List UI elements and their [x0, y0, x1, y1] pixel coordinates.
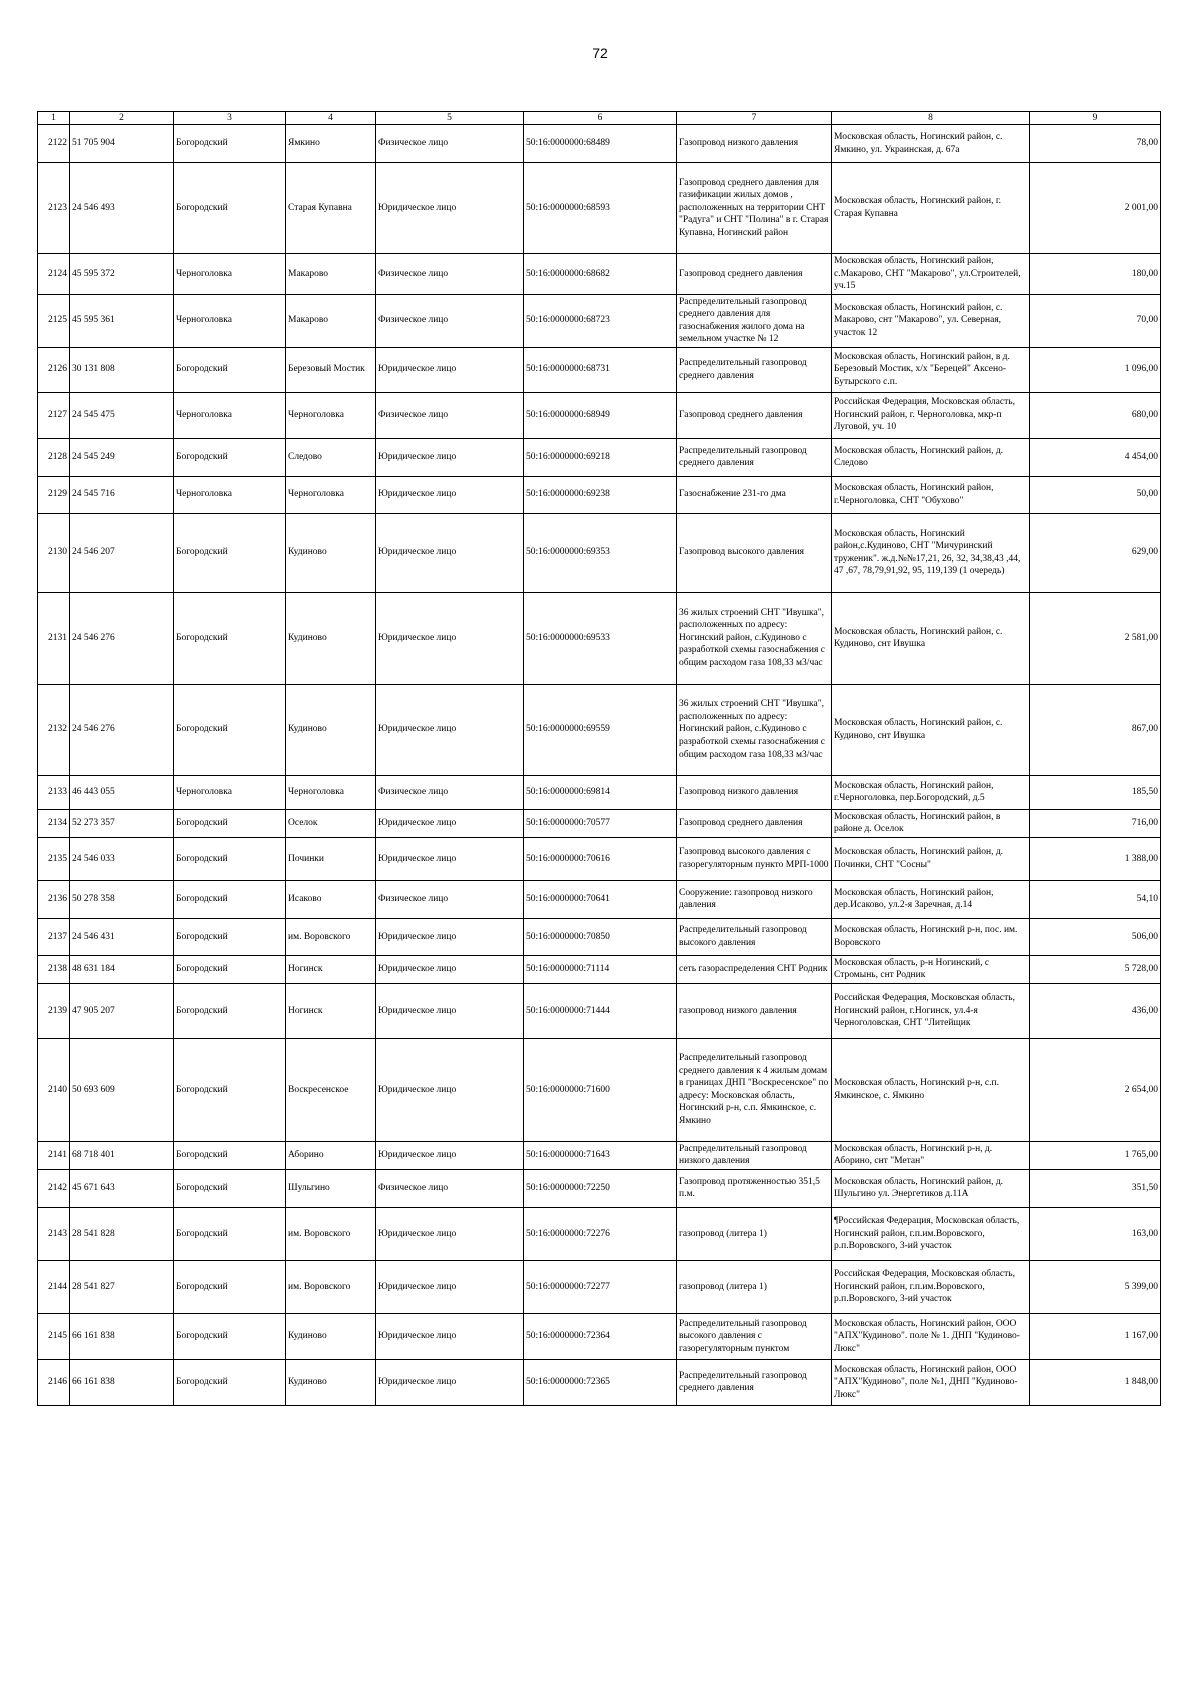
code-cell: 48 631 184: [70, 955, 174, 983]
cadastral-number-cell: 50:16:0000000:72276: [524, 1207, 677, 1260]
code-cell: 45 595 372: [70, 254, 174, 295]
length-cell: 2 581,00: [1030, 592, 1161, 684]
column-number: 6: [524, 112, 677, 125]
object-name-cell: Сооружение: газопровод низкого давления: [677, 880, 832, 918]
cadastral-number-cell: 50:16:0000000:69559: [524, 684, 677, 775]
district-cell: Богородский: [174, 592, 286, 684]
row-number-cell: 2126: [38, 347, 70, 392]
length-cell: 70,00: [1030, 294, 1161, 347]
code-cell: 24 546 033: [70, 837, 174, 880]
table-row: [38, 476, 1161, 513]
cadastral-number-cell: 50:16:0000000:69218: [524, 438, 677, 476]
address-cell: Московская область, Ногинский район, с. Ямкино, ул. Украинская, д. 67а: [832, 125, 1030, 163]
length-cell: 2 001,00: [1030, 163, 1161, 254]
object-name-cell: Распределительный газопровод низкого давления: [677, 1141, 832, 1169]
object-name-cell: Газопровод низкого давления: [677, 775, 832, 809]
owner-type-cell: Физическое лицо: [376, 254, 524, 295]
row-number-cell: 2142: [38, 1169, 70, 1207]
settlement-cell: Старая Купавна: [286, 163, 376, 254]
owner-type-cell: Юридическое лицо: [376, 347, 524, 392]
district-cell: Богородский: [174, 347, 286, 392]
cadastral-number-cell: 50:16:0000000:70616: [524, 837, 677, 880]
settlement-cell: Макарово: [286, 254, 376, 295]
code-cell: 51 705 904: [70, 125, 174, 163]
column-number: 7: [677, 112, 832, 125]
address-cell: Московская область, Ногинский район, с. Кудиново, снт Ивушка: [832, 592, 1030, 684]
district-cell: Богородский: [174, 809, 286, 837]
length-cell: 1 765,00: [1030, 1141, 1161, 1169]
object-name-cell: Газопровод высокого давления: [677, 513, 832, 592]
row-number-cell: 2143: [38, 1207, 70, 1260]
cadastral-number-cell: 50:16:0000000:71444: [524, 983, 677, 1038]
district-cell: Богородский: [174, 1207, 286, 1260]
column-number: 2: [70, 112, 174, 125]
district-cell: Богородский: [174, 955, 286, 983]
row-number-cell: 2133: [38, 775, 70, 809]
object-name-cell: газопровод низкого давления: [677, 983, 832, 1038]
address-cell: Московская область, Ногинский район, в д. Березовый Мостик, х/х "Берецей" Аксено-Бутырского с.п.: [832, 347, 1030, 392]
settlement-cell: Следово: [286, 438, 376, 476]
cadastral-number-cell: 50:16:0000000:68489: [524, 125, 677, 163]
table-row: [38, 438, 1161, 476]
column-number: 3: [174, 112, 286, 125]
code-cell: 45 595 361: [70, 294, 174, 347]
district-cell: Богородский: [174, 1313, 286, 1359]
owner-type-cell: Юридическое лицо: [376, 1141, 524, 1169]
length-cell: 5 399,00: [1030, 1260, 1161, 1313]
code-cell: 28 541 828: [70, 1207, 174, 1260]
length-cell: 2 654,00: [1030, 1038, 1161, 1141]
owner-type-cell: Физическое лицо: [376, 294, 524, 347]
object-name-cell: Газопровод высокого давления с газорегуляторным пункто МРП-1000: [677, 837, 832, 880]
address-cell: Московская область, Ногинский район, дер.Исаково, ул.2-я Заречная, д.14: [832, 880, 1030, 918]
table-row: [38, 513, 1161, 592]
table-body: [38, 112, 1161, 1406]
settlement-cell: им. Воровского: [286, 1260, 376, 1313]
cadastral-number-cell: 50:16:0000000:68731: [524, 347, 677, 392]
district-cell: Богородский: [174, 880, 286, 918]
settlement-cell: Кудиново: [286, 513, 376, 592]
object-name-cell: Газопровод среднего давления: [677, 809, 832, 837]
column-number: 9: [1030, 112, 1161, 125]
address-cell: Московская область, Ногинский р-н, с.п. Ямкинское, с. Ямкино: [832, 1038, 1030, 1141]
column-number: 8: [832, 112, 1030, 125]
length-cell: 1 388,00: [1030, 837, 1161, 880]
object-name-cell: Распределительный газопровод среднего давления для газоснабжения жилого дома на земельном участке № 12: [677, 294, 832, 347]
owner-type-cell: Юридическое лицо: [376, 809, 524, 837]
column-number: 1: [38, 112, 70, 125]
settlement-cell: Черноголовка: [286, 392, 376, 438]
code-cell: 24 546 207: [70, 513, 174, 592]
code-cell: 66 161 838: [70, 1313, 174, 1359]
address-cell: ¶Российская Федерация, Московская область, Ногинский район, г.п.им.Воровского, р.п.Воровского, 3-ий участок: [832, 1207, 1030, 1260]
address-cell: Московская область, Ногинский район, г.Черноголовка, СНТ "Обухово": [832, 476, 1030, 513]
cadastral-number-cell: 50:16:0000000:71643: [524, 1141, 677, 1169]
cadastral-number-cell: 50:16:0000000:71114: [524, 955, 677, 983]
cadastral-number-cell: 50:16:0000000:68593: [524, 163, 677, 254]
settlement-cell: Ямкино: [286, 125, 376, 163]
object-name-cell: сеть газораспределения СНТ Родник: [677, 955, 832, 983]
owner-type-cell: Юридическое лицо: [376, 1359, 524, 1405]
table-row: [38, 955, 1161, 983]
address-cell: Московская область, Ногинский р-н, пос. им. Воровского: [832, 918, 1030, 955]
cadastral-number-cell: 50:16:0000000:72250: [524, 1169, 677, 1207]
settlement-cell: Ногинск: [286, 955, 376, 983]
address-cell: Московская область, Ногинский район, д. Починки, СНТ "Сосны": [832, 837, 1030, 880]
row-number-cell: 2136: [38, 880, 70, 918]
settlement-cell: им. Воровского: [286, 918, 376, 955]
registry-table: [37, 111, 1161, 1406]
district-cell: Богородский: [174, 125, 286, 163]
owner-type-cell: Физическое лицо: [376, 1169, 524, 1207]
code-cell: 50 278 358: [70, 880, 174, 918]
settlement-cell: Кудиново: [286, 1359, 376, 1405]
table-row: [38, 1359, 1161, 1405]
owner-type-cell: Юридическое лицо: [376, 438, 524, 476]
page-number: 72: [592, 45, 608, 61]
table-row: [38, 1313, 1161, 1359]
length-cell: 680,00: [1030, 392, 1161, 438]
address-cell: Московская область, Ногинский район, с. Макарово, снт "Макарово", ул. Северная, участок 12: [832, 294, 1030, 347]
district-cell: Богородский: [174, 684, 286, 775]
column-number-row: [38, 112, 1161, 125]
table-row: [38, 1038, 1161, 1141]
length-cell: 4 454,00: [1030, 438, 1161, 476]
object-name-cell: Газопровод среднего давления для газификации жилых домов , расположенных на территории СНТ "Радуга" и СНТ "Полина" в г. Старая Купавна, Ногинский район: [677, 163, 832, 254]
district-cell: Черноголовка: [174, 392, 286, 438]
row-number-cell: 2137: [38, 918, 70, 955]
owner-type-cell: Юридическое лицо: [376, 837, 524, 880]
district-cell: Богородский: [174, 438, 286, 476]
table-row: [38, 880, 1161, 918]
cadastral-number-cell: 50:16:0000000:69353: [524, 513, 677, 592]
cadastral-number-cell: 50:16:0000000:68949: [524, 392, 677, 438]
code-cell: 52 273 357: [70, 809, 174, 837]
column-number: 5: [376, 112, 524, 125]
code-cell: 24 546 276: [70, 592, 174, 684]
length-cell: 163,00: [1030, 1207, 1161, 1260]
table-row: [38, 684, 1161, 775]
length-cell: 506,00: [1030, 918, 1161, 955]
owner-type-cell: Юридическое лицо: [376, 1207, 524, 1260]
length-cell: 54,10: [1030, 880, 1161, 918]
object-name-cell: Распределительный газопровод среднего давления: [677, 1359, 832, 1405]
address-cell: Московская область, Ногинский р-н, д. Аборино, снт "Метан": [832, 1141, 1030, 1169]
address-cell: Российская Федерация, Московская область, Ногинский район, г.Ногинск, ул.4-я Черноголовская, СНТ "Литейщик: [832, 983, 1030, 1038]
owner-type-cell: Юридическое лицо: [376, 1313, 524, 1359]
code-cell: 28 541 827: [70, 1260, 174, 1313]
table-row: [38, 592, 1161, 684]
row-number-cell: 2140: [38, 1038, 70, 1141]
length-cell: 185,50: [1030, 775, 1161, 809]
object-name-cell: Газоснабжение 231-го дма: [677, 476, 832, 513]
column-number: 4: [286, 112, 376, 125]
object-name-cell: Распределительный газопровод среднего давления: [677, 347, 832, 392]
row-number-cell: 2132: [38, 684, 70, 775]
address-cell: Российская Федерация, Московская область, Ногинский район, г.п.им.Воровского, р.п.Воровского, 3-ий участок: [832, 1260, 1030, 1313]
address-cell: Московская область, Ногинский район, с. Кудиново, снт Ивушка: [832, 684, 1030, 775]
object-name-cell: Газопровод среднего давления: [677, 392, 832, 438]
cadastral-number-cell: 50:16:0000000:72277: [524, 1260, 677, 1313]
length-cell: 5 728,00: [1030, 955, 1161, 983]
settlement-cell: Кудиново: [286, 1313, 376, 1359]
district-cell: Богородский: [174, 1141, 286, 1169]
table-row: [38, 163, 1161, 254]
table-row: [38, 983, 1161, 1038]
length-cell: 436,00: [1030, 983, 1161, 1038]
district-cell: Черноголовка: [174, 254, 286, 295]
settlement-cell: Макарово: [286, 294, 376, 347]
owner-type-cell: Физическое лицо: [376, 775, 524, 809]
code-cell: 24 545 249: [70, 438, 174, 476]
settlement-cell: Черноголовка: [286, 476, 376, 513]
length-cell: 351,50: [1030, 1169, 1161, 1207]
settlement-cell: Черноголовка: [286, 775, 376, 809]
address-cell: Московская область, Ногинский район, ООО "АПХ"Кудиново", поле №1, ДНП "Кудиново-Люкс": [832, 1359, 1030, 1405]
row-number-cell: 2134: [38, 809, 70, 837]
table-row: [38, 254, 1161, 295]
object-name-cell: газопровод (литера 1): [677, 1260, 832, 1313]
settlement-cell: Кудиново: [286, 592, 376, 684]
settlement-cell: Шульгино: [286, 1169, 376, 1207]
district-cell: Богородский: [174, 837, 286, 880]
settlement-cell: Ногинск: [286, 983, 376, 1038]
row-number-cell: 2129: [38, 476, 70, 513]
length-cell: 1 848,00: [1030, 1359, 1161, 1405]
row-number-cell: 2124: [38, 254, 70, 295]
district-cell: Богородский: [174, 918, 286, 955]
table-row: [38, 294, 1161, 347]
object-name-cell: Распределительный газопровод высокого давления с газорегуляторным пунктом: [677, 1313, 832, 1359]
cadastral-number-cell: 50:16:0000000:68682: [524, 254, 677, 295]
code-cell: 30 131 808: [70, 347, 174, 392]
row-number-cell: 2141: [38, 1141, 70, 1169]
row-number-cell: 2127: [38, 392, 70, 438]
settlement-cell: Воскресенское: [286, 1038, 376, 1141]
table-row: [38, 1207, 1161, 1260]
table-row: [38, 775, 1161, 809]
cadastral-number-cell: 50:16:0000000:69814: [524, 775, 677, 809]
row-number-cell: 2139: [38, 983, 70, 1038]
code-cell: 24 546 276: [70, 684, 174, 775]
table-row: [38, 1260, 1161, 1313]
table-row: [38, 125, 1161, 163]
length-cell: 867,00: [1030, 684, 1161, 775]
address-cell: Российская Федерация, Московская область, Ногинский район, г. Черноголовка, мкр-п Луговой, уч. 10: [832, 392, 1030, 438]
code-cell: 24 545 475: [70, 392, 174, 438]
district-cell: Богородский: [174, 513, 286, 592]
cadastral-number-cell: 50:16:0000000:71600: [524, 1038, 677, 1141]
code-cell: 68 718 401: [70, 1141, 174, 1169]
code-cell: 47 905 207: [70, 983, 174, 1038]
row-number-cell: 2145: [38, 1313, 70, 1359]
cadastral-number-cell: 50:16:0000000:72365: [524, 1359, 677, 1405]
cadastral-number-cell: 50:16:0000000:69533: [524, 592, 677, 684]
cadastral-number-cell: 50:16:0000000:70641: [524, 880, 677, 918]
length-cell: 716,00: [1030, 809, 1161, 837]
row-number-cell: 2135: [38, 837, 70, 880]
district-cell: Богородский: [174, 1038, 286, 1141]
length-cell: 180,00: [1030, 254, 1161, 295]
length-cell: 1 167,00: [1030, 1313, 1161, 1359]
settlement-cell: Исаково: [286, 880, 376, 918]
owner-type-cell: Юридическое лицо: [376, 955, 524, 983]
table-row: [38, 1141, 1161, 1169]
owner-type-cell: Физическое лицо: [376, 125, 524, 163]
address-cell: Московская область, Ногинский район, в районе д. Оселок: [832, 809, 1030, 837]
district-cell: Черноголовка: [174, 775, 286, 809]
row-number-cell: 2123: [38, 163, 70, 254]
code-cell: 66 161 838: [70, 1359, 174, 1405]
table-row: [38, 347, 1161, 392]
row-number-cell: 2138: [38, 955, 70, 983]
row-number-cell: 2125: [38, 294, 70, 347]
table-row: [38, 1169, 1161, 1207]
settlement-cell: Аборино: [286, 1141, 376, 1169]
owner-type-cell: Юридическое лицо: [376, 684, 524, 775]
district-cell: Богородский: [174, 1260, 286, 1313]
object-name-cell: Распределительный газопровод высокого давления: [677, 918, 832, 955]
owner-type-cell: Юридическое лицо: [376, 163, 524, 254]
table-row: [38, 918, 1161, 955]
length-cell: 629,00: [1030, 513, 1161, 592]
address-cell: Московская область, Ногинский район, д. Шульгино ул. Энергетиков д.11А: [832, 1169, 1030, 1207]
code-cell: 24 546 493: [70, 163, 174, 254]
object-name-cell: Газопровод низкого давления: [677, 125, 832, 163]
code-cell: 24 545 716: [70, 476, 174, 513]
row-number-cell: 2144: [38, 1260, 70, 1313]
table-row: [38, 837, 1161, 880]
owner-type-cell: Юридическое лицо: [376, 476, 524, 513]
object-name-cell: Газопровод среднего давления: [677, 254, 832, 295]
cadastral-number-cell: 50:16:0000000:69238: [524, 476, 677, 513]
code-cell: 24 546 431: [70, 918, 174, 955]
code-cell: 46 443 055: [70, 775, 174, 809]
object-name-cell: газопровод (литера 1): [677, 1207, 832, 1260]
owner-type-cell: Юридическое лицо: [376, 1260, 524, 1313]
row-number-cell: 2146: [38, 1359, 70, 1405]
address-cell: Московская область, Ногинский район, г.Черноголовка, пер.Богородский, д.5: [832, 775, 1030, 809]
district-cell: Богородский: [174, 1169, 286, 1207]
row-number-cell: 2122: [38, 125, 70, 163]
cadastral-number-cell: 50:16:0000000:70577: [524, 809, 677, 837]
cadastral-number-cell: 50:16:0000000:68723: [524, 294, 677, 347]
table-row: [38, 809, 1161, 837]
object-name-cell: Газопровод протяженностью 351,5 п.м.: [677, 1169, 832, 1207]
object-name-cell: 36 жилых строений СНТ "Ивушка", расположенных по адресу: Ногинский район, с.Кудиново с разработкой схемы газоснабжения с общим расходом газа 108,33 м3/час: [677, 592, 832, 684]
row-number-cell: 2130: [38, 513, 70, 592]
cadastral-number-cell: 50:16:0000000:72364: [524, 1313, 677, 1359]
district-cell: Богородский: [174, 163, 286, 254]
address-cell: Московская область, Ногинский район, д. Следово: [832, 438, 1030, 476]
cadastral-number-cell: 50:16:0000000:70850: [524, 918, 677, 955]
district-cell: Черноголовка: [174, 476, 286, 513]
address-cell: Московская область, Ногинский район,с.Кудиново, СНТ "Мичуринский труженик". ж.д.№№17,21, 26, 32, 34,38,43 ,44, 47 ,67, 78,79,91,92, 95, 119,139 (1 очередь): [832, 513, 1030, 592]
settlement-cell: Починки: [286, 837, 376, 880]
row-number-cell: 2131: [38, 592, 70, 684]
address-cell: Московская область, Ногинский район, г. Старая Купавна: [832, 163, 1030, 254]
object-name-cell: Распределительный газопровод среднего давления к 4 жилым домам в границах ДНП "Воскресенское" по адресу: Московская область, Ногинский р-н, с.п. Ямкинское, с. Ямкино: [677, 1038, 832, 1141]
owner-type-cell: Юридическое лицо: [376, 513, 524, 592]
address-cell: Московская область, Ногинский район, с.Макарово, СНТ "Макарово", ул.Строителей, уч.15: [832, 254, 1030, 295]
owner-type-cell: Юридическое лицо: [376, 1038, 524, 1141]
settlement-cell: Березовый Мостик: [286, 347, 376, 392]
address-cell: Московская область, Ногинский район, ООО "АПХ"Кудиново". поле № 1. ДНП "Кудиново-Люкс": [832, 1313, 1030, 1359]
settlement-cell: им. Воровского: [286, 1207, 376, 1260]
table-row: [38, 392, 1161, 438]
length-cell: 1 096,00: [1030, 347, 1161, 392]
district-cell: Богородский: [174, 1359, 286, 1405]
length-cell: 50,00: [1030, 476, 1161, 513]
district-cell: Черноголовка: [174, 294, 286, 347]
code-cell: 50 693 609: [70, 1038, 174, 1141]
settlement-cell: Оселок: [286, 809, 376, 837]
owner-type-cell: Физическое лицо: [376, 392, 524, 438]
length-cell: 78,00: [1030, 125, 1161, 163]
object-name-cell: Распределительный газопровод среднего давления: [677, 438, 832, 476]
owner-type-cell: Юридическое лицо: [376, 592, 524, 684]
object-name-cell: 36 жилых строений СНТ "Ивушка", расположенных по адресу: Ногинский район, с.Кудиново с разработкой схемы газоснабжения с общим расходом газа 108,33 м3/час: [677, 684, 832, 775]
code-cell: 45 671 643: [70, 1169, 174, 1207]
district-cell: Богородский: [174, 983, 286, 1038]
owner-type-cell: Физическое лицо: [376, 880, 524, 918]
owner-type-cell: Юридическое лицо: [376, 918, 524, 955]
address-cell: Московская область, р-н Ногинский, с Стромынь, снт Родник: [832, 955, 1030, 983]
row-number-cell: 2128: [38, 438, 70, 476]
settlement-cell: Кудиново: [286, 684, 376, 775]
owner-type-cell: Юридическое лицо: [376, 983, 524, 1038]
